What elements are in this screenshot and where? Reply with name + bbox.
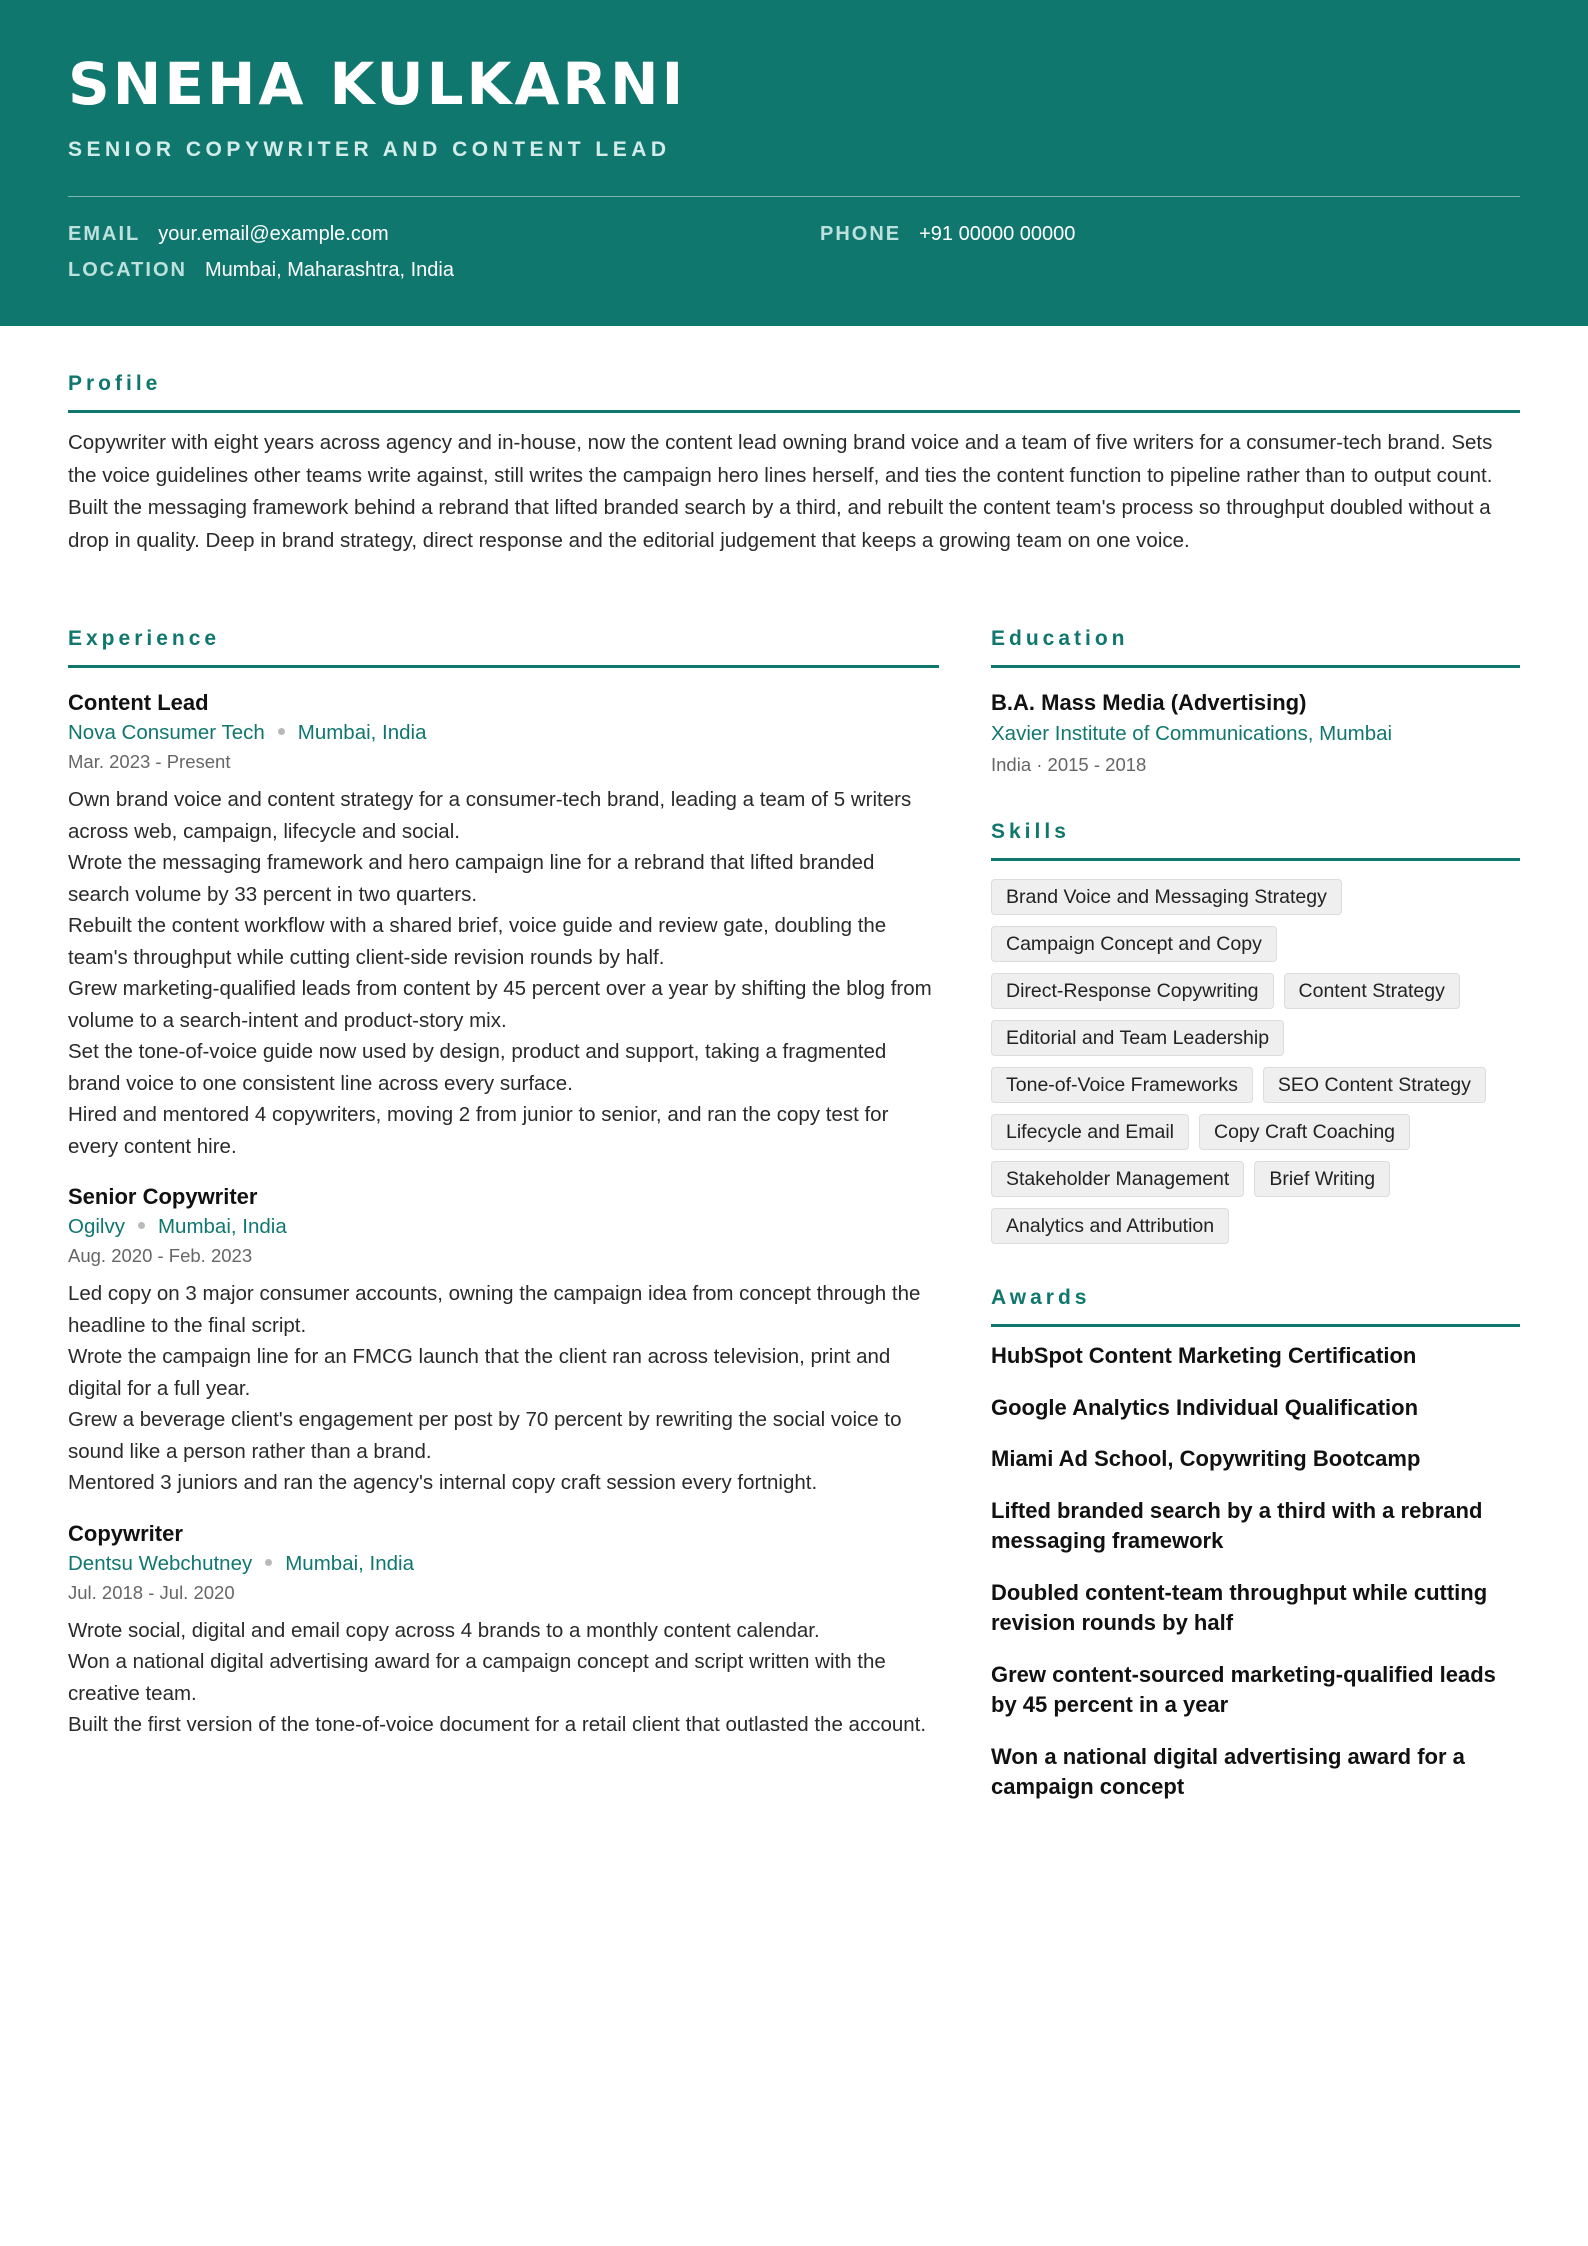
job-dates: Jul. 2018 - Jul. 2020 [68,1581,235,1603]
job-bullet: Rebuilt the content workflow with a shared brief, voice guide and review gate, doubling the team's throughput while cutting client-side revision rounds by half. [68,914,887,969]
job-location: Mumbai, India [297,721,427,744]
job-bullet: Wrote the messaging framework and hero campaign line for a rebrand that lifted branded search volume by 33 percent in two quarters. [68,851,875,906]
job-company: Nova Consumer Tech [68,721,265,744]
email-value[interactable]: your.email@example.com [158,223,389,245]
resume-header [0,0,1588,326]
job-company: Dentsu Webchutney [68,1551,253,1575]
email-label: EMAIL [68,223,141,245]
job-org [68,718,939,748]
award-item: Doubled content-team throughput while cutting revision rounds by half [991,1579,1488,1635]
job-bullet: Wrote the campaign line for an FMCG launch that the client ran across television, print and digital for a full year. [68,1345,891,1400]
job-title: Content Lead [68,690,209,715]
award-item: Miami Ad School, Copywriting Bootcamp [991,1446,1421,1471]
job-company: Ogilvy [68,1215,125,1238]
separator-dot [265,1559,272,1566]
skill-chip: Brand Voice and Messaging Strategy [991,879,1342,915]
location-label: LOCATION [68,259,187,281]
sidebar-column [991,627,1520,1824]
award-item: Google Analytics Individual Qualification [991,1394,1419,1420]
contact-location [68,257,454,283]
job-bullet: Wrote social, digital and email copy across 4 brands to a monthly content calendar. [68,1618,820,1642]
education-heading: Education [991,627,1520,668]
profile-heading: Profile [68,372,1520,413]
job-entry [68,1519,939,1741]
skills-section [991,820,1520,1244]
contact-list [68,221,1520,301]
skill-chip: Lifecycle and Email [991,1114,1189,1150]
job-title: Senior Copywriter [68,1184,258,1209]
award-item: HubSpot Content Marketing Certification [991,1343,1417,1368]
candidate-title: SENIOR COPYWRITER AND CONTENT LEAD [68,138,671,161]
skill-chip: Brief Writing [1254,1161,1390,1197]
job-entry [68,1182,939,1499]
skill-chip: Copy Craft Coaching [1199,1114,1410,1150]
job-location: Mumbai, India [285,1551,414,1575]
job-org [68,1212,939,1242]
location-value: Mumbai, Maharashtra, India [204,259,454,281]
separator-dot [278,728,285,735]
profile-text: Copywriter with eight years across agency and in-house, now the content lead owning brand voice and a team of five writers for a consumer-tech brand. Sets the voice guidelines other teams write against, still writes the campaign hero lines herself, and ties the content function to pipeline rather than to output count. Built the messaging framework behind a rebrand that lifted branded search by a third, and rebuilt the content team's process so throughput doubled without a drop in quality. Deep in brand strategy, direct response and the editorial judgement that keeps a growing team on one voice. [68,431,1493,552]
experience-section [68,627,939,1741]
candidate-name: SNEHA KULKARNI [68,50,687,118]
job-bullets [68,1278,939,1499]
education-meta: India · 2015 - 2018 [991,754,1147,775]
job-dates: Mar. 2023 - Present [68,751,231,772]
skill-chip: Tone-of-Voice Frameworks [991,1067,1253,1103]
job-bullet: Set the tone-of-voice guide now used by design, product and support, taking a fragmented brand voice to one consistent line across every surface. [68,1040,887,1095]
job-bullets [68,784,939,1162]
skills-heading: Skills [991,820,1520,861]
job-title: Copywriter [68,1520,183,1546]
skills-list [991,879,1520,1244]
skill-chip: Stakeholder Management [991,1161,1244,1197]
header-divider [68,196,1520,197]
awards-heading: Awards [991,1286,1520,1327]
job-bullets [68,1615,939,1741]
job-bullet: Mentored 3 juniors and ran the agency's internal copy craft session every fortnight. [68,1471,818,1494]
award-item: Lifted branded search by a third with a rebrand messaging framework [991,1497,1483,1553]
profile-section [68,372,1520,557]
award-item: Grew content-sourced marketing-qualified leads by 45 percent in a year [991,1661,1496,1717]
education-section [991,627,1520,780]
contact-phone [820,221,1075,247]
skill-chip: Analytics and Attribution [991,1208,1229,1244]
phone-label: PHONE [820,223,902,245]
job-dates: Aug. 2020 - Feb. 2023 [68,1245,253,1266]
experience-heading: Experience [68,627,939,668]
award-item: Won a national digital advertising award for a campaign concept [991,1743,1465,1799]
education-entry [991,688,1520,780]
skill-chip: Direct-Response Copywriting [991,973,1274,1009]
education-degree: B.A. Mass Media (Advertising) [991,690,1307,715]
awards-section [991,1286,1520,1803]
job-bullet: Built the first version of the tone-of-voice document for a retail client that outlasted the account. [68,1713,927,1736]
skill-chip: SEO Content Strategy [1263,1067,1486,1103]
job-bullet: Led copy on 3 major consumer accounts, owning the campaign idea from concept through the headline to the final script. [68,1282,921,1337]
job-bullet: Grew a beverage client's engagement per post by 70 percent by rewriting the social voice to sound like a person rather than a brand. [68,1408,902,1463]
skill-chip: Content Strategy [1284,973,1460,1009]
skill-chip: Editorial and Team Leadership [991,1020,1284,1056]
job-bullet: Grew marketing-qualified leads from content by 45 percent over a year by shifting the blog from volume to a search-intent and product-story mix. [68,977,932,1032]
job-location: Mumbai, India [157,1215,287,1238]
job-bullet: Hired and mentored 4 copywriters, moving 2 from junior to senior, and ran the copy test for every content hire. [68,1103,889,1158]
phone-value[interactable]: +91 00000 00000 [919,223,1076,245]
job-entry [68,688,939,1162]
contact-email [68,221,389,247]
education-school: Xavier Institute of Communications, Mumbai [991,722,1393,745]
job-bullet: Won a national digital advertising award for a campaign concept and script written with the creative team. [68,1650,886,1705]
job-bullet: Own brand voice and content strategy for a consumer-tech brand, leading a team of 5 writers across web, campaign, lifecycle and social. [68,788,912,843]
skill-chip: Campaign Concept and Copy [991,926,1277,962]
separator-dot [138,1222,145,1229]
awards-list [991,1341,1520,1803]
job-org [68,1549,939,1579]
